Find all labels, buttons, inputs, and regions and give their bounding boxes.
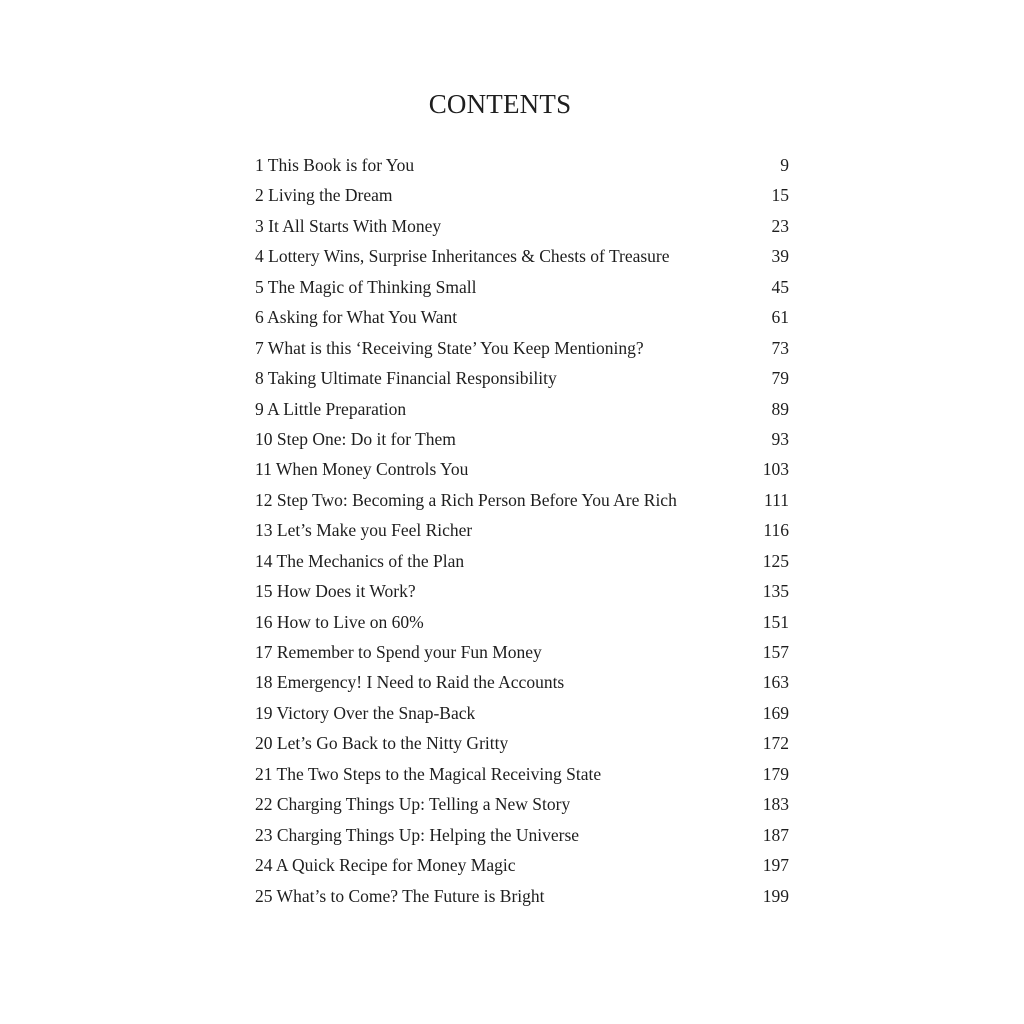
toc-entry: [255, 637, 789, 667]
toc-entry-title: 24 A Quick Recipe for Money Magic: [255, 855, 516, 876]
toc-entry-title: 11 When Money Controls You: [255, 459, 469, 480]
toc-entry-page-number: 45: [771, 276, 789, 297]
toc-entry: [255, 272, 789, 302]
toc-entry-page-number: 163: [762, 672, 789, 693]
toc-entry: [255, 667, 789, 697]
toc-entry-page-number: 73: [771, 337, 789, 358]
toc-entry-title: 16 How to Live on 60%: [255, 611, 424, 632]
table-of-contents: [255, 150, 789, 911]
toc-entry-page-number: 79: [771, 368, 789, 389]
toc-entry-title: 5 The Magic of Thinking Small: [255, 276, 477, 297]
toc-entry-page-number: 89: [771, 398, 789, 419]
toc-entry: [255, 302, 789, 332]
toc-entry-page-number: 125: [762, 550, 789, 571]
toc-entry-page-number: 157: [762, 642, 789, 662]
toc-entry-page-number: 9: [780, 155, 789, 175]
toc-entry-page-number: 199: [762, 885, 789, 906]
toc-entry: [255, 576, 789, 606]
toc-entry: [255, 424, 789, 454]
toc-entry-title: 12 Step Two: Becoming a Rich Person Before You Are Rich: [255, 489, 677, 510]
toc-entry-page-number: 169: [762, 702, 789, 723]
toc-entry: [255, 180, 789, 210]
toc-entry-page-number: 103: [762, 459, 789, 480]
toc-entry: [255, 333, 789, 363]
toc-entry-title: 3 It All Starts With Money: [255, 215, 442, 236]
toc-entry-title: 20 Let’s Go Back to the Nitty Gritty: [255, 733, 509, 754]
toc-entry-page-number: 15: [771, 185, 789, 206]
toc-entry-title: 13 Let’s Make you Feel Richer: [255, 520, 473, 541]
toc-entry-title: 10 Step One: Do it for Them: [255, 428, 456, 449]
toc-entry-title: 4 Lottery Wins, Surprise Inheritances & Chests of Treasure: [255, 246, 670, 267]
toc-entry-page-number: 23: [771, 215, 789, 236]
toc-entry: [255, 454, 789, 484]
toc-entry: [255, 546, 789, 576]
toc-entry: [255, 789, 789, 819]
toc-entry-title: 2 Living the Dream: [255, 185, 393, 206]
toc-entry: [255, 211, 789, 241]
toc-entry-title: 18 Emergency! I Need to Raid the Accounts: [255, 672, 565, 693]
toc-entry-title: 23 Charging Things Up: Helping the Universe: [255, 824, 580, 845]
toc-entry-page-number: 135: [762, 581, 789, 602]
toc-entry-page-number: 183: [762, 794, 789, 815]
toc-entry: [255, 850, 789, 880]
toc-entry-page-number: 187: [762, 824, 789, 845]
toc-entry-title: 25 What’s to Come? The Future is Bright: [255, 885, 545, 906]
toc-entry-title: 9 A Little Preparation: [255, 398, 407, 419]
toc-entry-title: 17 Remember to Spend your Fun Money: [255, 642, 542, 662]
toc-entry-page-number: 172: [762, 733, 789, 754]
toc-entry-title: 6 Asking for What You Want: [255, 307, 458, 328]
toc-entry-page-number: 111: [764, 489, 789, 510]
toc-entry-title: 1 This Book is for You: [255, 155, 415, 175]
toc-entry-title: 7 What is this ‘Receiving State’ You Keep Mentioning?: [255, 337, 644, 358]
toc-entry: [255, 881, 789, 911]
toc-entry: [255, 485, 789, 515]
toc-entry: [255, 607, 789, 637]
toc-entry-title: 21 The Two Steps to the Magical Receiving State: [255, 763, 602, 784]
toc-entry-page-number: 151: [762, 611, 789, 632]
page-title: CONTENTS: [428, 89, 572, 119]
toc-entry: [255, 728, 789, 758]
toc-entry: [255, 698, 789, 728]
toc-entry: [255, 820, 789, 850]
toc-entry-page-number: 93: [771, 428, 789, 449]
toc-entry: [255, 515, 789, 545]
toc-entry: [255, 241, 789, 271]
toc-entry-page-number: 39: [771, 246, 789, 267]
toc-entry-title: 14 The Mechanics of the Plan: [255, 550, 465, 571]
toc-entry-title: 15 How Does it Work?: [255, 581, 416, 602]
toc-entry-title: 8 Taking Ultimate Financial Responsibility: [255, 368, 557, 389]
toc-entry-page-number: 179: [762, 763, 789, 784]
toc-entry: [255, 150, 789, 180]
toc-entry-page-number: 61: [771, 307, 789, 328]
toc-entry: [255, 363, 789, 393]
toc-entry-title: 19 Victory Over the Snap-Back: [255, 702, 476, 723]
toc-entry: [255, 759, 789, 789]
toc-entry: [255, 394, 789, 424]
toc-entry-title: 22 Charging Things Up: Telling a New Story: [255, 794, 571, 815]
toc-entry-page-number: 116: [763, 520, 789, 541]
toc-entry-page-number: 197: [762, 855, 789, 876]
